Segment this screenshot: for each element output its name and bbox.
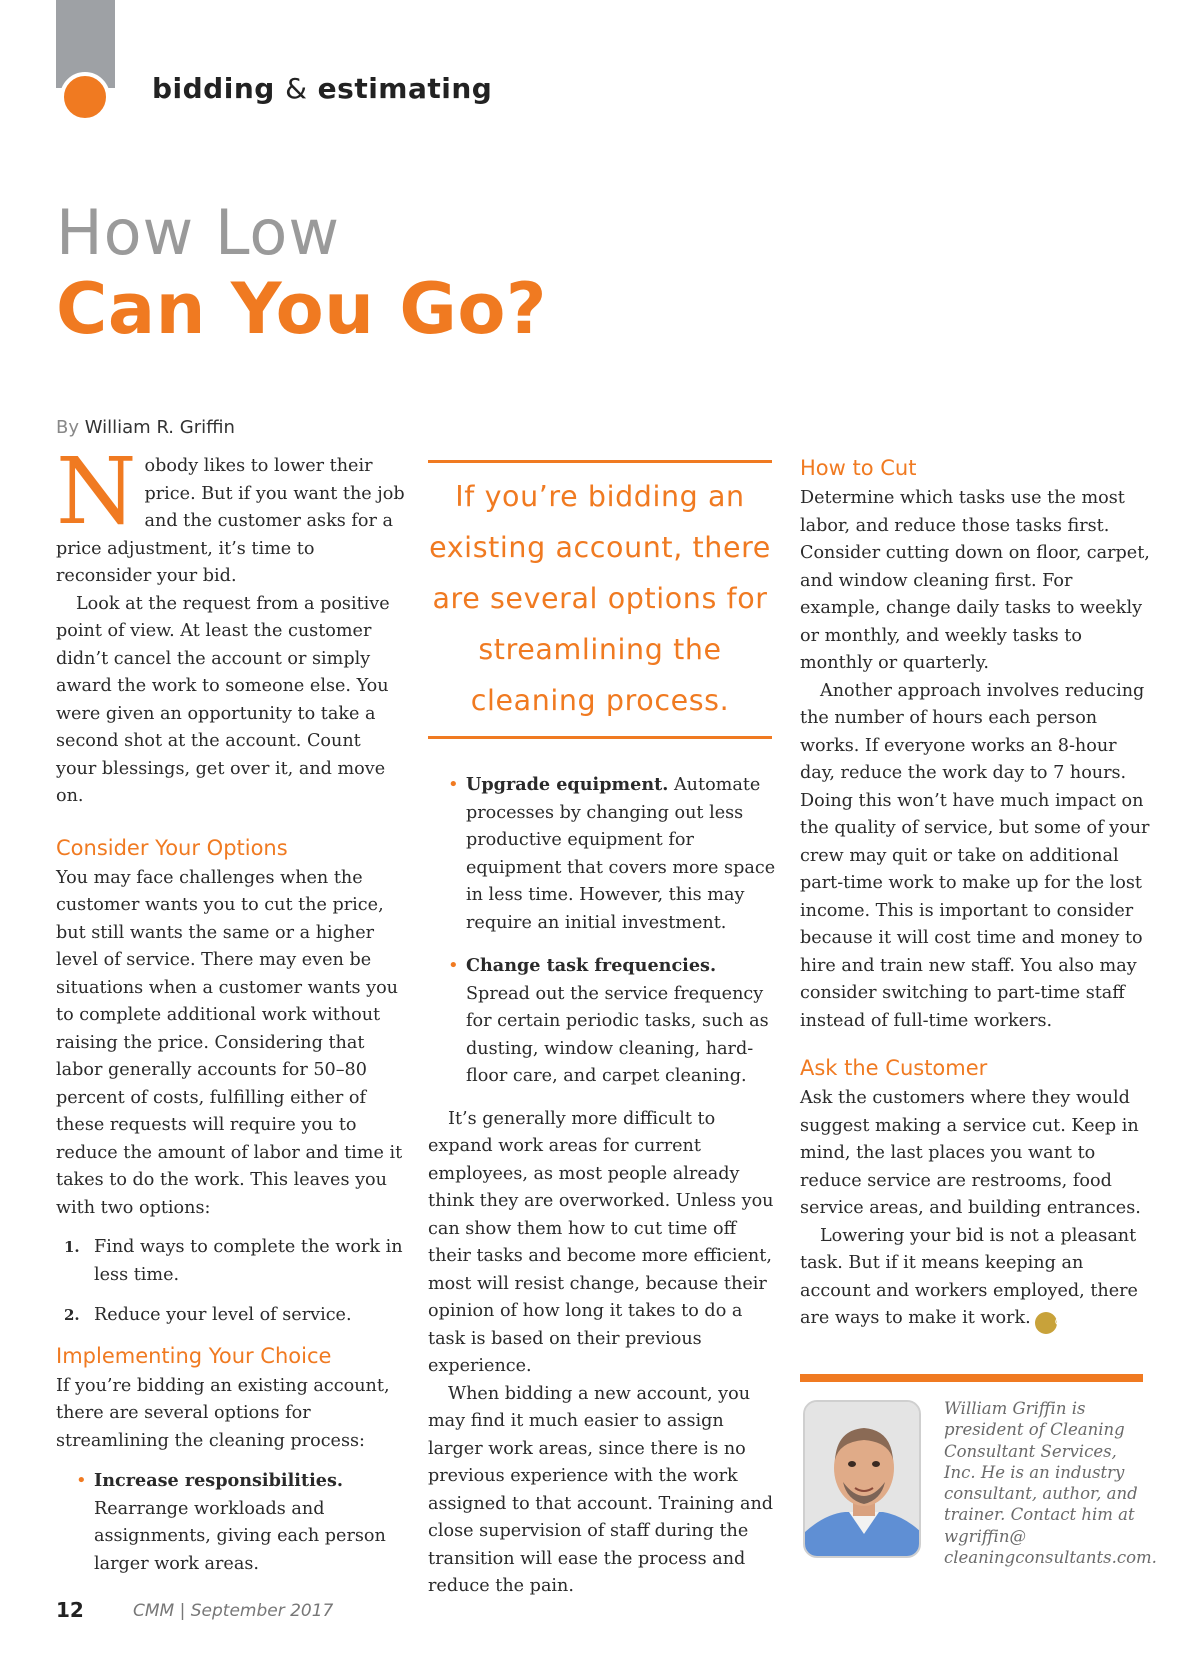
byline-prefix: By: [56, 417, 80, 438]
paragraph: When bidding a new account, you may find it much easier to assign larger work areas, since there is no previous experience with the work assigned to that account. Training and close supervision of staff during the transition will ease the process and reduce the pain.: [428, 1383, 774, 1596]
list-item: [428, 771, 776, 937]
section-ampersand: &: [285, 72, 308, 105]
heading-ask-customer: Ask the Customer: [800, 1056, 988, 1080]
heading-implementing-choice: Implementing Your Choice: [56, 1343, 332, 1368]
title-line-2: Can You Go?: [56, 268, 548, 350]
list-number: 1.: [64, 1238, 80, 1256]
paragraph: If you’re bidding an existing account, there are several options for streamlining the cleaning process:: [56, 1375, 390, 1451]
author-portrait-icon: [805, 1402, 921, 1558]
bullet-list: [56, 1467, 406, 1578]
options-list: [56, 1234, 406, 1330]
paragraph: Look at the request from a positive point of view. At least the customer didn’t cancel the account or simply award the work to someone else. You were given an opportunity to take a second shot at the account. Count your blessings, get over it, and move on.: [56, 593, 390, 806]
list-item: [428, 952, 776, 1091]
intro-text: obody likes to lower their price. But if you want the job and the customer asks for a price adjustment, it’s time to reconsider your bid.: [56, 456, 405, 586]
author-bio: William Griffin is president of Cleaning Consultant Services, Inc. He is an industry consultant, author, and trainer. Contact him at wgriffin@ cleaningconsultants.com.: [944, 1399, 1157, 1568]
paragraph: Ask the customers where they would suggest making a service cut. Keep in mind, the last places you want to reduce service are restrooms, food service areas, and building entrances.: [800, 1088, 1141, 1218]
bullet-lead: Change task frequencies.: [466, 955, 717, 976]
paragraph: It’s generally more difficult to expand work areas for current employees, as most people already think they are overworked. Unless you can show them how to cut time off their tasks and become more efficient, most will resist change, because their opinion of how long it takes to do a task is based on their previous experience.: [428, 1108, 774, 1376]
pull-quote: If you’re bidding an existing account, there are several options for streamlining the cleaning process.: [428, 460, 772, 739]
paragraph: [800, 1223, 1150, 1335]
paragraph: Another approach involves reducing the number of hours each person works. If everyone works an 8-hour day, reduce the work day to 7 hours. Doing this won’t have much impact on the quality of service, but some of your crew may quit or take on additional part-time work to make up for the lost income. This is important to consider because it will cost time and money to hire and train new staff. You also may consider switching to part-time staff instead of full-time workers.: [800, 680, 1150, 1031]
drop-cap: N: [56, 438, 137, 545]
closing-text: Lowering your bid is not a pleasant task. But if it means keeping an account and workers employed, there are ways to make it work.: [800, 1225, 1138, 1328]
list-item: [56, 1302, 406, 1330]
magazine-issue: CMM | September 2017: [133, 1601, 334, 1621]
byline: [56, 417, 235, 438]
column-1: [56, 438, 406, 1593]
intro-paragraph: [56, 438, 406, 591]
section-dot-icon: [60, 72, 110, 122]
page-number: 12: [56, 1598, 84, 1622]
paragraph: You may face challenges when the customer wants you to cut the price, but still wants the same or a higher level of service. There may even be situations when a customer wants you to complete additional work without raising the price. Considering that labor generally accounts for 50–80 percent of costs, fulfilling either of these requests will require you to reduce the amount of labor and time it takes to do the work. This leaves you with two options:: [56, 867, 403, 1218]
heading-how-to-cut: How to Cut: [800, 456, 917, 480]
bullet-text: Automate processes by changing out less productive equipment for equipment that covers more space in less time. However, this may require an initial investment.: [466, 775, 776, 933]
bullet-text: Spread out the service frequency for certain periodic tasks, such as dusting, window cleaning, hard-floor care, and carpet cleaning.: [466, 983, 769, 1086]
list-item-text: Reduce your level of service.: [94, 1305, 352, 1325]
title-line-1: How Low: [56, 196, 341, 269]
column-3: [800, 455, 1150, 1334]
heading-consider-options: Consider Your Options: [56, 835, 288, 860]
paragraph: Determine which tasks use the most labor, and reduce those tasks first. Consider cutting down on floor, carpet, and window cleaning first. For example, change daily tasks to weekly or monthly, and weekly tasks to monthly or quarterly.: [800, 488, 1150, 673]
list-item-text: Find ways to complete the work in less time.: [94, 1237, 403, 1285]
bio-divider: [800, 1374, 1143, 1382]
bullet-lead: Increase responsibilities.: [94, 1470, 343, 1491]
section-word-2: estimating: [317, 72, 493, 105]
author-photo: [803, 1400, 921, 1558]
bullet-list: [428, 771, 776, 1091]
end-mark-icon: CM: [1035, 1312, 1057, 1334]
byline-author: William R. Griffin: [84, 417, 235, 438]
column-2: [428, 455, 776, 1601]
section-word-1: bidding: [152, 72, 275, 105]
list-item: [56, 1467, 406, 1578]
list-number: 2.: [64, 1306, 80, 1324]
list-item: [56, 1234, 406, 1289]
bullet-text: Rearrange workloads and assignments, giving each person larger work areas.: [94, 1498, 386, 1574]
bullet-lead: Upgrade equipment.: [466, 774, 669, 795]
section-label: [152, 72, 492, 105]
